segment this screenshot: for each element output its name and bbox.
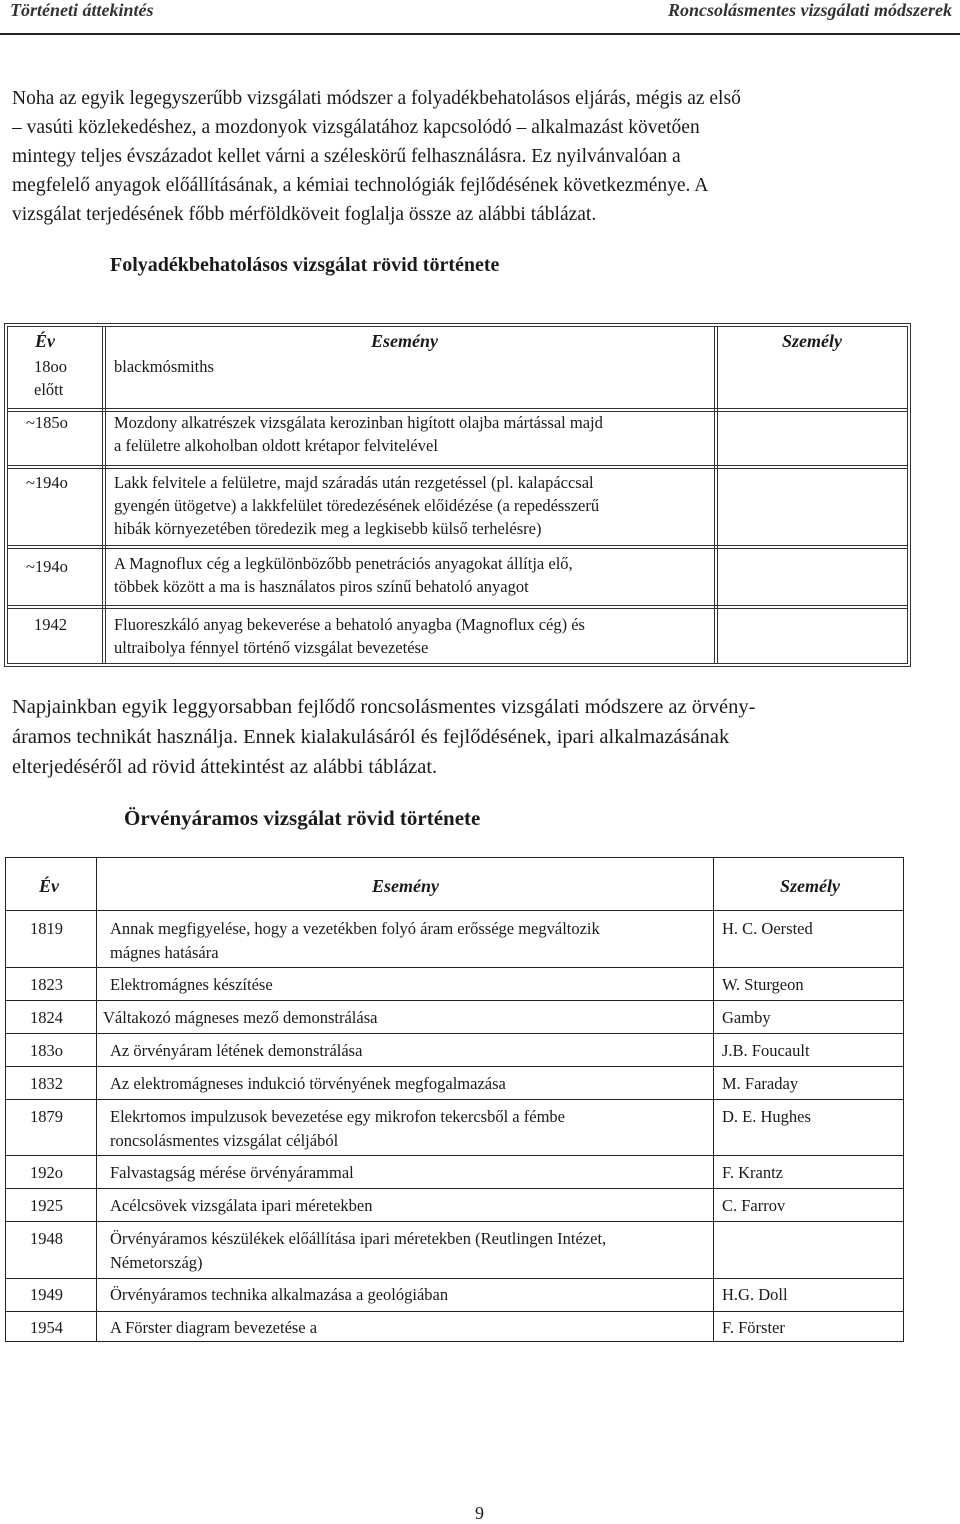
penetrant-history-table (4, 323, 911, 667)
year-cell: 1942 (34, 615, 67, 634)
year-cell: 1832 (30, 1074, 63, 1093)
event-cell: Falvastagság mérése örvényárammal (110, 1163, 354, 1182)
year-cell: 183o (30, 1041, 63, 1060)
person-cell: M. Faraday (722, 1074, 799, 1093)
middle-line: elterjedéséről ad rövid áttekintést az alábbi táblázat. (12, 756, 438, 778)
person-cell: F. Förster (722, 1318, 785, 1337)
year-cell: 1948 (30, 1229, 63, 1248)
column-divider (714, 327, 718, 663)
year-cell: ~194o (26, 557, 68, 576)
event-cell: Annak megfigyelése, hogy a vezetékben folyó áram erőssége megváltozik mágnes hatására (110, 919, 600, 962)
intro-line: vizsgálat terjedésének főbb mérföldköveit foglalja össze az alábbi táblázat. (12, 204, 597, 225)
eddy-current-history-table (5, 857, 904, 1342)
event-cell: Az örvényáram létének demonstrálása (110, 1041, 363, 1060)
event-cell: Örvényáramos készülékek előállítása ipari méretekben (Reutlingen Intézet, Németország) (110, 1229, 607, 1272)
year-cell: 1824 (30, 1008, 63, 1027)
row-divider (6, 1155, 903, 1156)
year-cell: 1823 (30, 975, 63, 994)
event-cell: Örvényáramos technika alkalmazása a geológiában (110, 1285, 449, 1304)
person-cell: H.G. Doll (722, 1285, 788, 1304)
middle-line: áramos technikát használja. Ennek kialakulásáról és fejlődésének, ipari alkalmazásának (12, 726, 730, 748)
header-right: Roncsolásmentes vizsgálati módszerek (667, 0, 952, 20)
event-cell: A Magnoflux cég a legkülönbözőbb penetrációs anyagokat állítja elő, többek között a ma is használatos piros színű behatoló anyagot (114, 554, 573, 596)
person-cell: J.B. Foucault (722, 1041, 810, 1060)
year-cell: ~194o (26, 473, 68, 492)
event-cell: A Förster diagram bevezetése a (110, 1318, 318, 1337)
row-divider (6, 1099, 903, 1100)
year-cell: 1949 (30, 1285, 63, 1304)
event-cell: Acélcsövek vizsgálata ipari méretekben (110, 1196, 373, 1215)
table1-title: Folyadékbehatolásos vizsgálat rövid története (110, 254, 500, 276)
row-divider (6, 1033, 903, 1034)
row-divider (6, 1066, 903, 1067)
header-event: Esemény (371, 331, 438, 351)
person-cell: F. Krantz (722, 1163, 783, 1182)
row-divider (6, 1188, 903, 1189)
row-divider (6, 967, 903, 968)
person-cell: D. E. Hughes (722, 1107, 811, 1126)
row-divider (8, 545, 907, 549)
year-cell: 1925 (30, 1196, 63, 1215)
intro-line: mintegy teljes évszázadot kellet várni a széleskörű felhasználásra. Ez nyilvánvalóan a (12, 146, 681, 167)
row-divider (6, 1278, 903, 1279)
header-event: Esemény (372, 876, 439, 896)
header-year: Év (35, 331, 55, 351)
page-number: 9 (475, 1503, 484, 1523)
row-divider (8, 465, 907, 469)
intro-line: Noha az egyik legegyszerűbb vizsgálati módszer a folyadékbehatolásos eljárás, mégis az első (12, 88, 741, 109)
header-year: Év (39, 876, 59, 896)
year-cell: 1954 (30, 1318, 63, 1337)
year-cell: 192o (30, 1163, 63, 1182)
row-divider (6, 1311, 903, 1312)
year-cell: 18oo előtt (34, 357, 67, 399)
intro-line: megfelelő anyagok előállításának, a kémiai technológiák fejlődésének következménye. A (12, 175, 709, 196)
page-header (0, 0, 960, 35)
row-divider (8, 605, 907, 609)
intro-line: – vasúti közlekedéshez, a mozdonyok vizsgálatához kapcsolódó – alkalmazást követően (12, 117, 700, 138)
header-person: Személy (782, 331, 842, 351)
table2-title: Örvényáramos vizsgálat rövid története (124, 806, 481, 830)
row-divider (6, 1000, 903, 1001)
intro-paragraph (12, 84, 905, 229)
person-cell: W. Sturgeon (722, 975, 804, 994)
event-cell: Lakk felvitele a felületre, majd száradás után rezgetéssel (pl. kalapáccsal gyengén ütögetve) a lakkfelület töredezésének előidézése (a repedésszerű hibák környezetében töredezik meg a legkisebb külső terhelésre) (114, 473, 600, 538)
middle-paragraph (12, 692, 905, 782)
event-cell: blackmósmiths (114, 357, 214, 376)
event-cell: Mozdony alkatrészek vizsgálata kerozinban higított olajba mártással majd a felületre alkoholban oldott krétapor felvitelével (114, 413, 603, 455)
person-cell: H. C. Oersted (722, 919, 813, 938)
event-cell: Váltakozó mágneses mező demonstrálása (103, 1008, 378, 1027)
event-cell: Elektromágnes készítése (110, 975, 273, 994)
row-divider (6, 1221, 903, 1222)
person-cell: Gamby (722, 1008, 771, 1027)
year-cell: ~185o (26, 413, 68, 432)
year-cell: 1879 (30, 1107, 63, 1126)
middle-line: Napjainkban egyik leggyorsabban fejlődő roncsolásmentes vizsgálati módszere az örvény- (12, 696, 756, 718)
header-person: Személy (780, 876, 840, 896)
year-cell: 1819 (30, 919, 63, 938)
column-divider (102, 327, 106, 663)
row-divider (6, 910, 903, 911)
header-left: Történeti áttekintés (10, 0, 154, 20)
person-cell: C. Farrov (722, 1196, 786, 1215)
event-cell: Az elektromágneses indukció törvényének megfogalmazása (110, 1074, 506, 1093)
event-cell: Fluoreszkáló anyag bekeverése a behatoló anyagba (Magnoflux cég) és ultraibolya fénnyel történő vizsgálat bevezetése (114, 615, 585, 657)
event-cell: Elekrtomos impulzusok bevezetése egy mikrofon tekercsből a fémbe roncsolásmentes vizsgálat céljából (110, 1107, 565, 1150)
